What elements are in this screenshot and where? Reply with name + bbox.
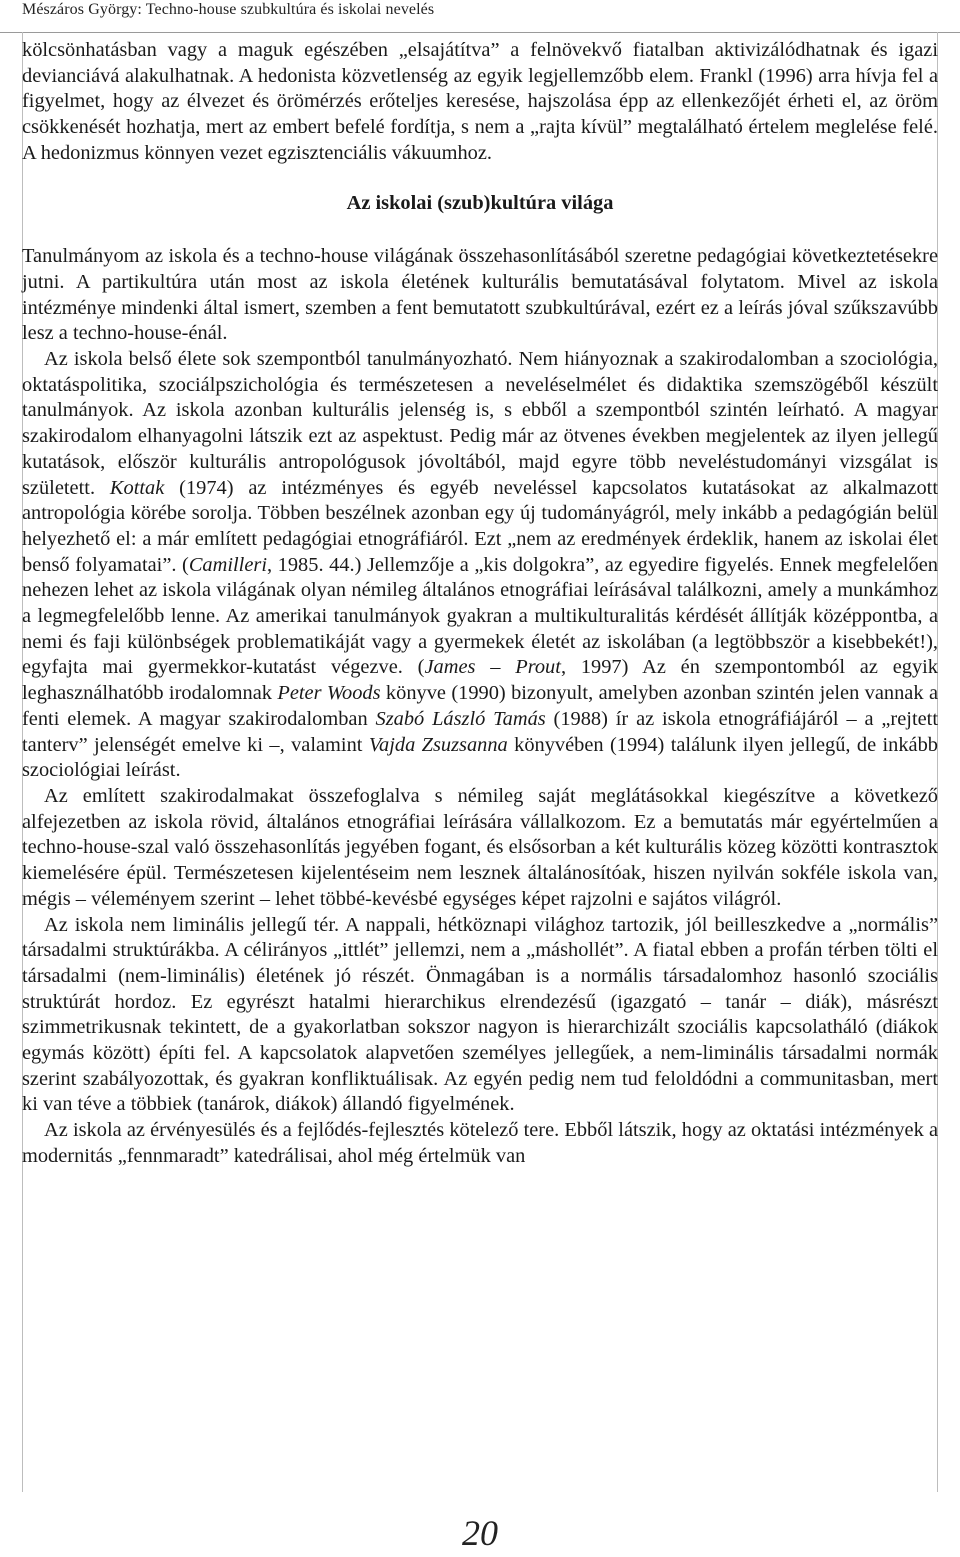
citation-kottak: Kottak (109, 476, 165, 499)
paragraph-4: Az említett szakirodalmakat összefoglalva s némileg saját meglátásokkal kiegészítve a következő alfejezetben az iskola rövid, általános etnográfiai leírására vállalkozom. Ez a bemutatás már egyértelműen a techno-house-szal való összehasonlítás jegyében fogant, és elsősorban a két kulturális közeg közötti kontrasztok kiemelésére épül. Természetesen kijelentéseim nem lesznek általánosítóak, hiszen nyilván sokféle iskola van, mégis – véleményem szerint – lehet többé-kevésbé egységes képet rajzolni e sajátos világról. (22, 784, 938, 910)
citation-woods: Peter Woods (277, 682, 381, 705)
citation-vajda: Vajda Zsuzsanna (368, 733, 508, 756)
citation-szabo: Szabó László Tamás (375, 707, 546, 730)
p3-text-e: könyve (1990) bizonyult, amelyben azonban szintén jelen vannak a fenti elemek. A magyar szakirodalomban (22, 682, 938, 730)
p3-text-a: Az iskola belső élete sok szempontból tanulmányozható. Nem hiányoznak a szakirodalomban a szociológia, oktatáspolitika, szociálpszichológia és természetesen a neveléselmélet és didaktika szemszögéből készült tanulmányok. Az iskola azonban kulturális jelenség is, s ebből a szempontból szintén leírható. A magyar szakirodalom elhanyagolni látszik ezt az aspektust. Pedig már az ötvenes években megjelentek az ilyen jellegű kutatások, először kulturális antropológusok jóvoltából, majd egyre több neveléstudományi vizsgálat is született. (22, 348, 938, 499)
paragraph-1: kölcsönhatásban vagy a maguk egészében „elsajátítva” a felnövekvő fiatalban aktivizálódhatnak és igazi devianciává alakulhatnak. A hedonista közvetlenség az egyik legjellemzőbb elem. Frankl (1996) arra hívja fel a figyelmet, hogy az élvezet és örömérzés erőteljes keresése, hajszolása épp az ellenkezőjét érheti el, az öröm csökkenését hozhatja, mert az embert befelé fordítja, s nem a „rajta kívül” megtalálható értelem meglelése felé. A hedonizmus könnyen vezet egzisztenciális vákuumhoz. (22, 39, 938, 164)
paragraph-2: Tanulmányom az iskola és a techno-house világának összehasonlításából szeretne pedagógiai következtetésekre jutni. A partikultúra után most az iskola életének kulturális bemutatásával folytatom. Mivel az iskola intézménye mindenki által ismert, szemben a fent bemutatott szubkultúrával, ezért ez a leírás jóval szűkszavúbb lesz a techno-house-énál. (22, 245, 938, 345)
paragraph-6: Az iskola az érvényesülés és a fejlődés-fejlesztés kötelező tere. Ebből látszik, hogy az oktatási intézmények a modernitás „fennmaradt” katedrálisai, ahol még értelmük van (22, 1119, 938, 1167)
p3-text-c: , 1985. 44.) Jellemzője a „kis dolgokra”, az egyedire figyelés. Ennek megfelelően nehezen lehet az iskola világának olyan némileg általános etnográfiai leírásával találkozni, amely a munkámhoz a legmegfelelőbb lenne. Az amerikai tanulmányok gyakran a multikulturalitás kérdését állítják középpontba, a nemi és faji különbségek problematikáját vagy a gyermekek életét az iskolában (a legtöbbször a kisebbekét!), egyfajta mai gyermekkor-kutatást végezve. ( (22, 553, 938, 679)
running-head: Mészáros György: Techno-house szubkultúra és iskolai nevelés (22, 1, 435, 18)
citation-camilleri: Camilleri (188, 553, 267, 576)
header-rule (0, 32, 960, 33)
paragraph-3 (22, 347, 938, 784)
citation-james-prout: James – Prout (424, 656, 561, 679)
page-body (22, 38, 938, 1170)
p3-text-g: könyvében (1994) találunk ilyen jellegű, de inkább szociológiai leírást. (22, 733, 938, 782)
p3-text-f: (1988) ír az iskola etnográfiájáról – a „rejtett tanterv” jelenségét emelve ki –, valamint (22, 707, 938, 756)
p3-text-b: (1974) az intézményes és egyéb neveléssel kapcsolatos kutatásokat az alkalmazott antropológia körébe sorolja. Többen beszélnek azonban egy új tudományágról, mely inkább a pedagógián belül helyezhető el: a már említett pedagógiai etnográfiáról. Ezt „nem az eredmények érdeklik, hanem az iskolai élet benső folyamatai”. ( (22, 476, 938, 576)
paragraph-5: Az iskola nem liminális jellegű tér. A nappali, hétköznapi világhoz tartozik, jól beilleszkedve a „normális” társadalmi struktúrákba. A célirányos „ittlét” jellemzi, nem a „máshollét”. A fiatal ebben a profán térben tölti el társadalmi (nem-liminális) életének jó részét. Önmagában is a normális társadalomhoz hasonló szociális struktúrát hordoz. Ez egyrészt hatalmi hierarchikus elrendezésű (igazgató – tanár – diák), másrészt szimmetrikusnak tekintett, de a gyakorlatban sokszor nagyon is hierarchizált szociális kapcsolatháló (diákok egymás között) építi fel. A kapcsolatok alapvetően személyes jellegűek, a nem-liminális társadalmi normák szerint szabályozottak, és gyakran konfliktuálisak. Az egyén pedig nem tud feloldódni a communitasban, mert ki van téve a többiek (tanárok, diákok) állandó figyelmének. (22, 913, 938, 1116)
section-heading: Az iskolai (szub)kultúra világa (346, 191, 614, 214)
page-number: 20 (462, 1513, 498, 1553)
p3-text-d: , 1997) Az én szempontomból az egyik leghasználhatóbb irodalomnak (22, 656, 938, 705)
